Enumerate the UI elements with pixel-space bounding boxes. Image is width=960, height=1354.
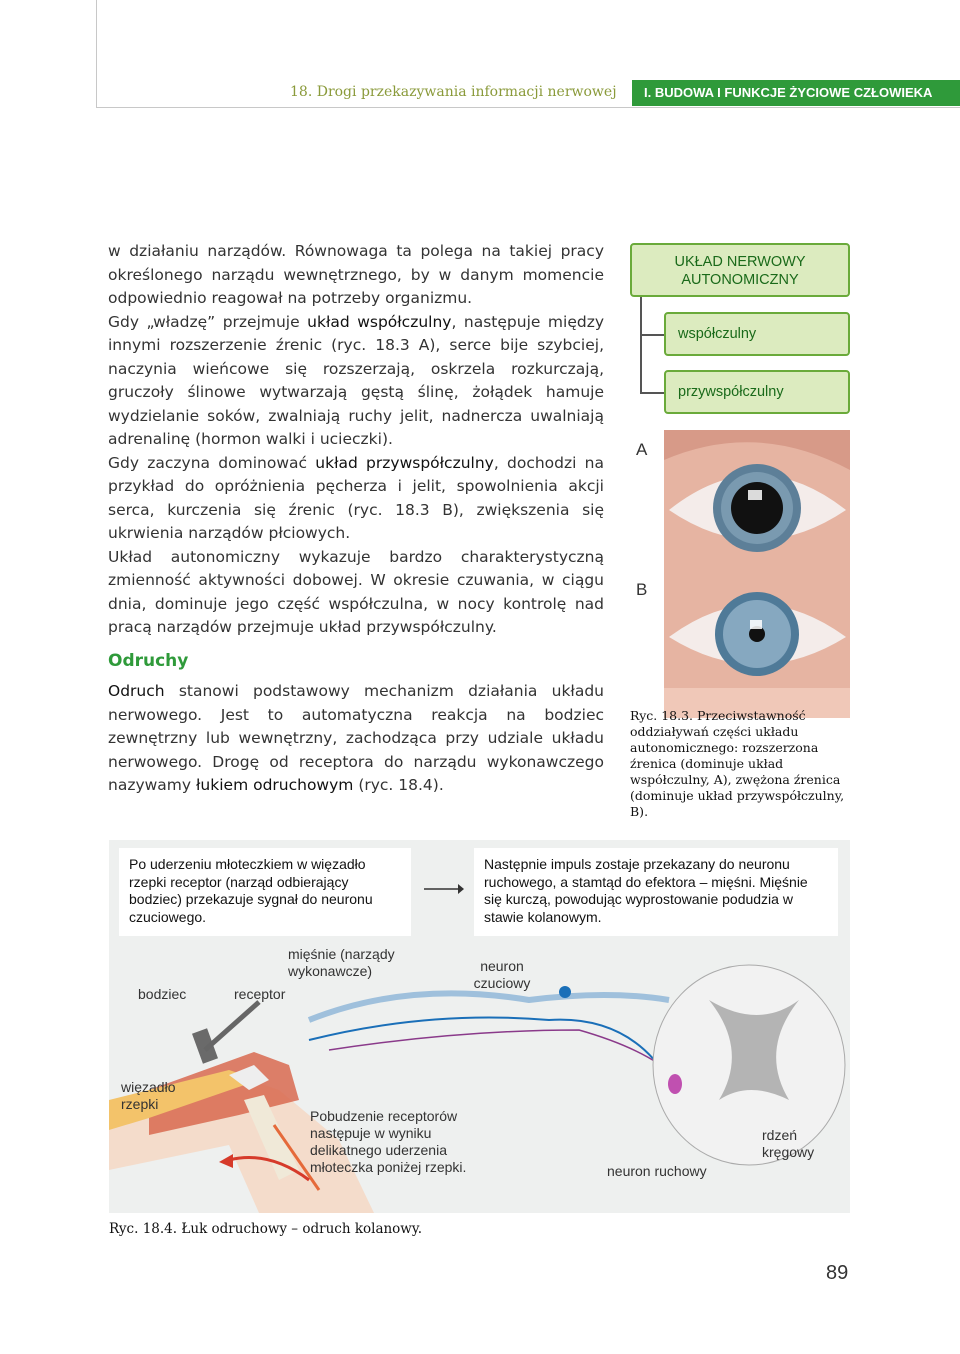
autonomic-system-box: UKŁAD NERWOWY AUTONOMICZNY	[630, 243, 850, 297]
hammer-head	[192, 1028, 218, 1064]
section-heading-odruchy: Odruchy	[108, 651, 189, 671]
label-miesnie: mięśnie (narządy wykonawcze)	[288, 946, 395, 979]
header-horizontal-rule	[96, 107, 960, 108]
header-vertical-rule	[96, 0, 97, 108]
paragraph-2: Gdy „władzę” przejmuje układ współczulny, następuje między innymi rozszerzenie źrenic (ryc. 18.3 A), serce bije szybciej, naczynia wieńcowe się rozszerzają, oskrzela rozkurczają, gruczoły ślinowe wytwarzają gęstą ślinę, żołądek hamuje wydzielanie soków, zwalniają ruchy jelit, nadnercza uwalniają adrenalinę (hormon walki i ucieczki).	[108, 312, 605, 448]
arrow-right-icon	[424, 880, 464, 899]
label-b: B	[636, 580, 648, 599]
term-odruch: Odruch	[108, 682, 165, 700]
eye-constricted-photo	[664, 572, 850, 718]
connector-1	[640, 334, 664, 336]
term-parasympathetic: układ przywspółczulny	[315, 453, 494, 472]
label-pobudzenie: Pobudzenie receptorów następuje w wyniku delikatnego uderzenia młoteczka poniżej rzepki.	[310, 1108, 467, 1175]
motor-neuron-body	[668, 1074, 682, 1094]
paragraph-4: Układ autonomiczny wykazuje bardzo charakterystyczną zmienność aktywności dobowej. W okresie czuwania, w ciągu dnia, dominuje jego część współczulna, w nocy kontrolę nad pracą narządów przejmuje układ przywspółczulny.	[108, 547, 604, 636]
connector-2	[640, 392, 664, 394]
eye-dilated-photo	[664, 430, 850, 576]
section-banner: I. BUDOWA I FUNKCJE ŻYCIOWE CZŁOWIEKA	[632, 80, 960, 106]
label-wiezadlo: więzadło rzepki	[121, 1079, 176, 1112]
eye-constricted-icon	[664, 572, 850, 688]
sensory-neuron-path	[309, 1018, 669, 1081]
parasympathetic-box: przywspółczulny	[664, 370, 850, 414]
eye-dilated-icon	[664, 430, 850, 576]
label-neuron-czuciowy: neuron czuciowy	[473, 958, 531, 991]
term-sympathetic: układ współczulny	[307, 312, 452, 331]
reflex-step-1: Po uderzeniu młoteczkiem w więzadło rzepki receptor (narząd odbierający bodziec) przekazuje sygnał do neuronu czuciowego.	[119, 848, 411, 936]
paragraph-1: w działaniu narządów. Równowaga ta polega na takiej pracy określonego narządu wewnętrznego, by w danym momencie odpowiednio reagował na potrzeby organizmu. Gdy „władzę” przejmuje układ współczulny, następuje między innymi rozszerzenie źrenic (ryc. 18.3 A), serce bije szybciej, naczynia wieńcowe się rozszerzają, oskrzela rozkurczają, gruczoły ślinowe wytwarzają gęstą ślinę, żołądek hamuje wydzielanie soków, zwalniają ruchy jelit, nadnercza uwalniają adrenalinę (hormon walki i ucieczki). Gdy zaczyna dominować układ przywspółczulny, dochodzi na przykład do opróżnienia pęcherza i jelit, spowolnienia akcji serca, kurczenia się źrenic (ryc. 18.3 B), zwiększenia się ukrwienia narządów płciowych. Układ autonomiczny wykazuje bardzo charakterystyczną zmienność aktywności dobowej. W okresie czuwania, w ciągu dnia, dominuje jego część współczulna, w nocy kontrolę nad pracą narządów przejmuje układ przywspółczulny.	[108, 242, 605, 636]
label-neuron-ruchowy: neuron ruchowy	[607, 1163, 707, 1179]
reflex-step-2: Następnie impuls zostaje przekazany do neuronu ruchowego, a stamtąd do efektora – mięśni. Mięśnie się kurczą, powodując wyprostowanie podudzia w stawie kolanowym.	[474, 848, 838, 936]
nerve-bundle-top	[309, 993, 669, 1020]
chapter-title: 18. Drogi przekazywania informacji nerwowej	[290, 84, 617, 100]
label-bodziec: bodziec	[138, 986, 187, 1002]
hammer-handle	[205, 1002, 259, 1050]
sensory-neuron-body	[559, 986, 571, 998]
page-number: 89	[826, 1262, 849, 1284]
figure-18-4-caption: Ryc. 18.4. Łuk odruchowy – odruch kolanowy.	[109, 1221, 422, 1237]
connector-vertical	[640, 297, 642, 392]
sympathetic-box: współczulny	[664, 312, 850, 356]
figure-18-3-caption: Ryc. 18.3. Przeciwstawność oddziaływań części układu autonomicznego: rozszerzona źrenica (dominuje układ współczulny, A), zwężona źrenica (dominuje układ przywspółczulny, B).	[630, 708, 845, 819]
label-receptor: receptor	[234, 986, 286, 1002]
term-luk-odruchowy: łukiem odruchowym	[196, 776, 354, 794]
label-rdzen: rdzeń kręgowy	[762, 1127, 815, 1160]
paragraph-5: Odruch stanowi podstawowy mechanizm działania układu nerwowego. Jest to automatyczna reakcja na bodziec zewnętrzny lub wewnętrzny, zachodząca przy udziale układu nerwowego. Drogę od receptora do narządu wykonawczego nazywamy łukiem odruchowym (ryc. 18.4).	[108, 682, 604, 794]
paragraph-3: Gdy zaczyna dominować układ przywspółczulny, dochodzi na przykład do opróżnienia pęcherza i jelit, spowolnienia akcji serca, kurczenia się źrenic (ryc. 18.3 B), zwiększenia się ukrwienia narządów płciowych.	[108, 453, 604, 542]
label-a: A	[636, 440, 648, 459]
